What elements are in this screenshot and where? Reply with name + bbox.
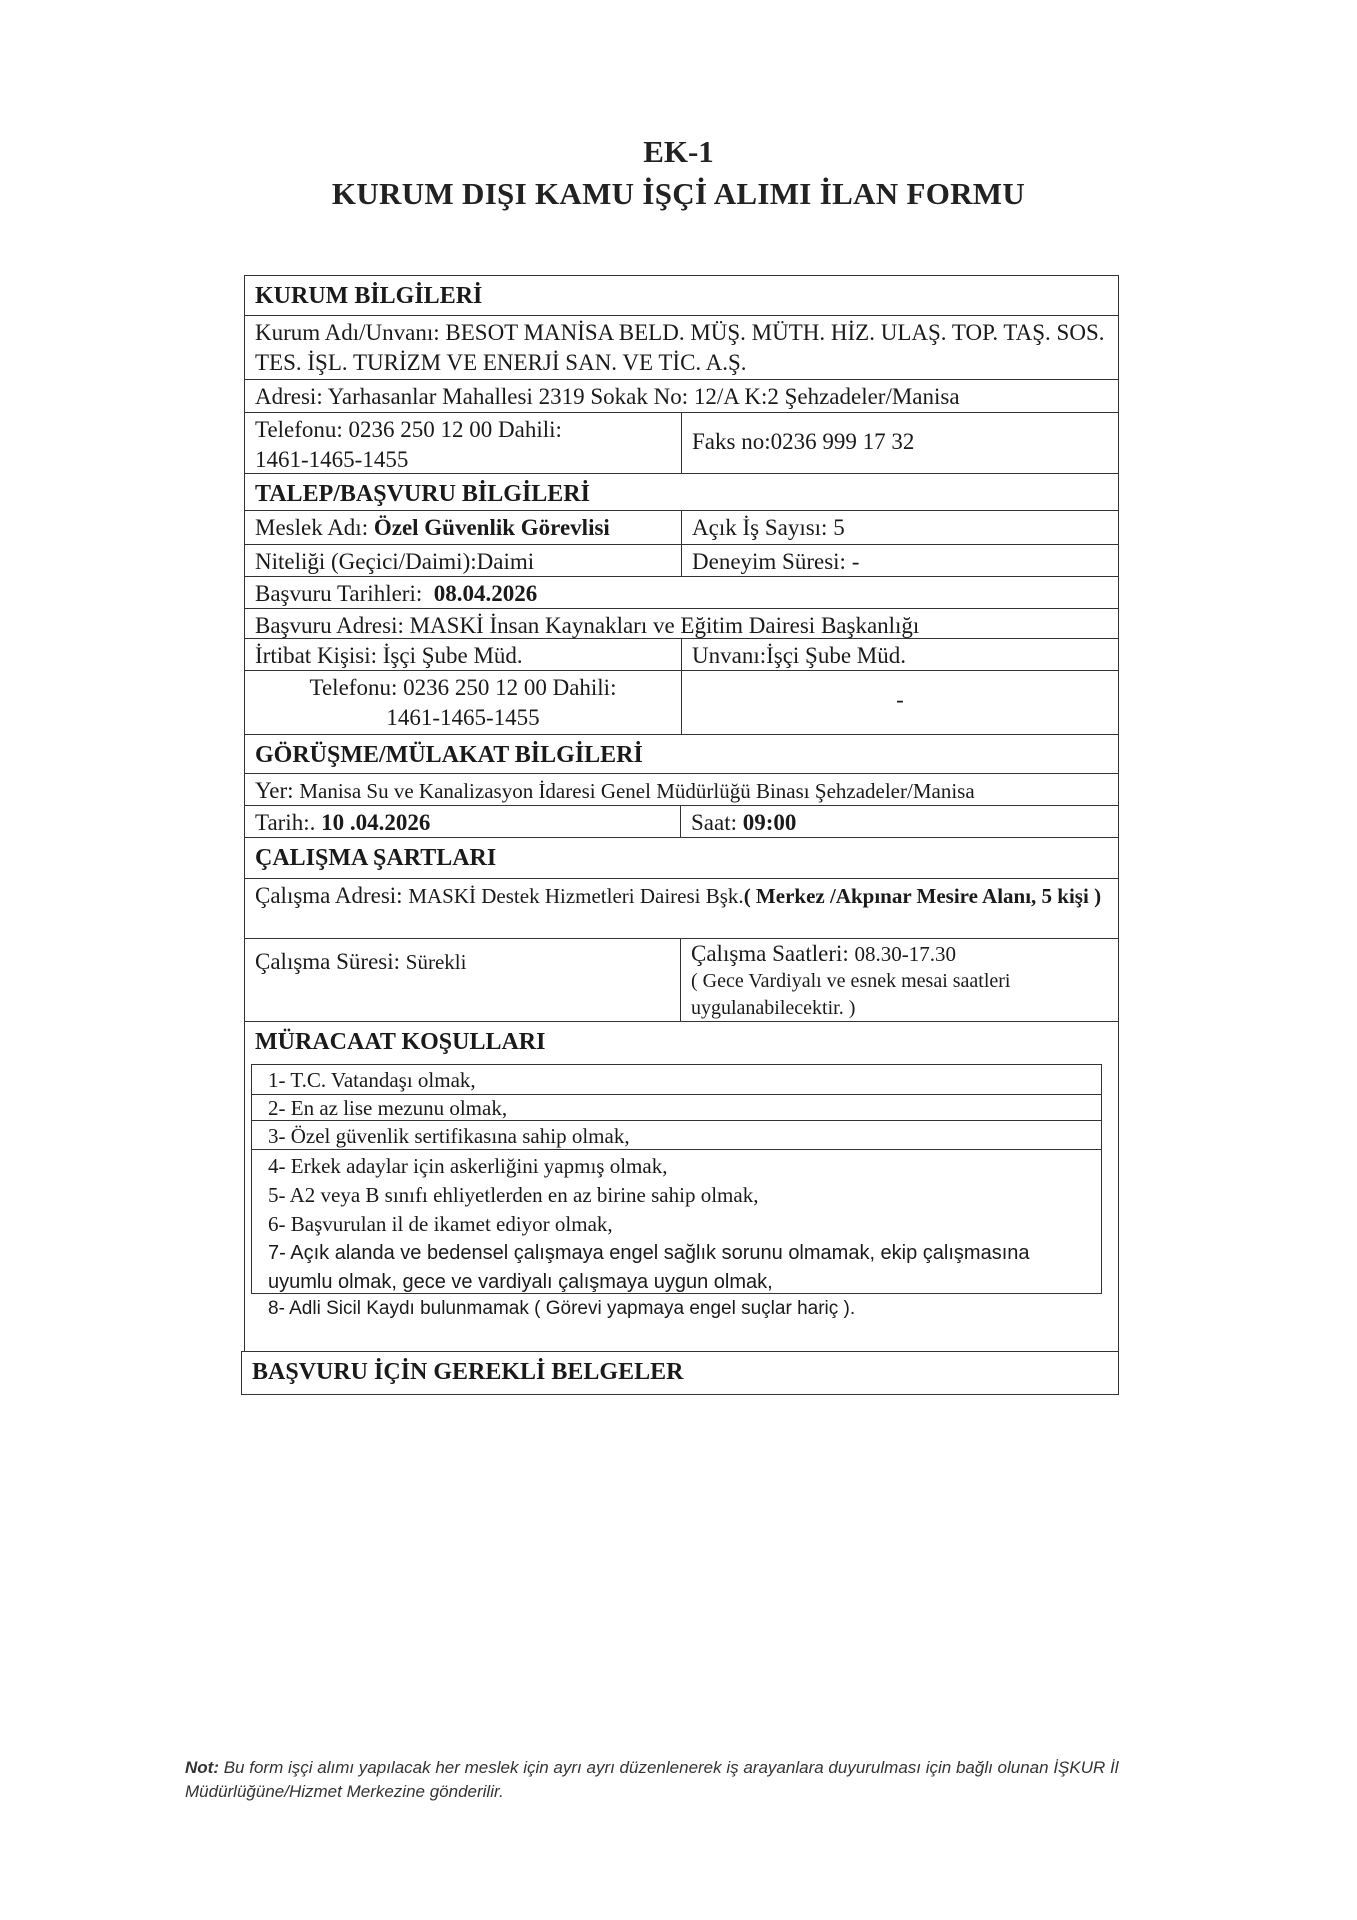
- note: ( Gece Vardiyalı ve esnek mesai saatleri uygulanabilecektir. ): [691, 970, 1011, 1019]
- label: Tarih:.: [255, 810, 316, 835]
- section-belgeler-header: BAŞVURU İÇİN GEREKLİ BELGELER: [241, 1351, 1119, 1395]
- section-muracaat-header: MÜRACAAT KOŞULLARI: [255, 1029, 546, 1055]
- kurum-fax: Faks no:0236 999 17 32: [681, 412, 1119, 474]
- phone-ext: 1461-1465-1455: [386, 705, 540, 730]
- value: 09:00: [742, 810, 797, 835]
- label: Çalışma Adresi:: [255, 883, 403, 908]
- label: Saat:: [691, 810, 737, 835]
- niteligi: Niteliği (Geçici/Daimi):Daimi: [244, 544, 682, 577]
- condition-item: 1- T.C. Vatandaşı olmak,: [251, 1064, 1102, 1095]
- footer-note: [185, 1756, 1175, 1804]
- acik-is-sayisi: Açık İş Sayısı: 5: [681, 510, 1119, 545]
- unvan: Unvanı:İşçi Şube Müd.: [681, 638, 1119, 671]
- phone-line: Telefonu: 0236 250 12 00 Dahili:: [309, 675, 617, 700]
- kurum-address: Adresi: Yarhasanlar Mahallesi 2319 Sokak No: 12/A K:2 Şehzadeler/Manisa: [244, 379, 1119, 413]
- condition-item: 3- Özel güvenlik sertifikasına sahip olmak,: [251, 1120, 1102, 1150]
- talep-phone: [244, 670, 682, 735]
- section-calisma-header: ÇALIŞMA ŞARTLARI: [244, 837, 1119, 879]
- annex-label: EK-1: [643, 134, 714, 169]
- calisma-saatleri: [680, 938, 1119, 1022]
- calisma-suresi: [244, 938, 681, 1022]
- label: Yer:: [255, 778, 294, 803]
- section-kurum-header: KURUM BİLGİLERİ: [244, 275, 1119, 316]
- section-gorusme-header: GÖRÜŞME/MÜLAKAT BİLGİLERİ: [244, 734, 1119, 774]
- section-talep-header: TALEP/BAŞVURU BİLGİLERİ: [244, 473, 1119, 511]
- value: 08.30-17.30: [854, 942, 957, 966]
- deneyim: Deneyim Süresi: -: [681, 544, 1119, 577]
- phone-ext: 1461-1465-1455: [255, 447, 409, 472]
- calisma-adresi: [244, 878, 1119, 939]
- condition-item: 4- Erkek adaylar için askerliğini yapmış olmak,: [268, 1154, 668, 1178]
- label: Meslek Adı:: [255, 515, 369, 540]
- basvuru-tarihleri: [244, 576, 1119, 609]
- value: Manisa Su ve Kanalizasyon İdaresi Genel Müdürlüğü Binası Şehzadeler/Manisa: [299, 779, 975, 803]
- phone-line: Telefonu: 0236 250 12 00 Dahili:: [255, 417, 562, 442]
- label: Çalışma Saatleri:: [691, 941, 849, 966]
- kurum-name: [244, 315, 1119, 380]
- irtibat-kisisi: İrtibat Kişisi: İşçi Şube Müd.: [244, 638, 682, 671]
- label: Çalışma Süresi:: [255, 949, 401, 974]
- condition-item: 6- Başvurulan il de ikamet ediyor olmak,: [268, 1212, 613, 1236]
- basvuru-adresi: Başvuru Adresi: MASKİ İnsan Kaynakları ve Eğitim Dairesi Başkanlığı: [244, 608, 1119, 639]
- value: Sürekli: [405, 950, 467, 974]
- condition-group: [251, 1149, 1102, 1294]
- value: BESOT MANİSA BELD. MÜŞ. MÜTH. HİZ. ULAŞ. TOP. TAŞ. SOS. TES. İŞL. TURİZM VE ENERJİ SAN. VE TİC. A.Ş.: [255, 320, 1105, 375]
- label: Başvuru Tarihleri:: [255, 581, 423, 606]
- gorusme-tarih: [244, 805, 681, 838]
- value: Özel Güvenlik Görevlisi: [373, 515, 610, 540]
- gorusme-yer: [244, 773, 1119, 806]
- value: 08.04.2026: [433, 581, 538, 606]
- meslek: [244, 510, 682, 545]
- condition-item: 2- En az lise mezunu olmak,: [251, 1094, 1102, 1121]
- gorusme-saat: [680, 805, 1119, 838]
- form-title: KURUM DIŞI KAMU İŞÇİ ALIMI İLAN FORMU: [331, 176, 1026, 211]
- value-bold: ( Merkez /Akpınar Mesire Alanı, 5 kişi ): [743, 884, 1102, 908]
- value: 10 .04.2026: [321, 810, 431, 835]
- condition-item: 5- A2 veya B sınıfı ehliyetlerden en az birine sahip olmak,: [268, 1183, 759, 1207]
- kurum-phone: [244, 412, 682, 474]
- talep-phone-right: -: [681, 670, 1119, 735]
- note-label: Not:: [185, 1758, 219, 1777]
- condition-item: 7- Açık alanda ve bedensel çalışmaya engel sağlık sorunu olmamak, ekip çalışmasına uyumlu olmak, gece ve vardiyalı çalışmaya uygun olmak,: [268, 1242, 1030, 1293]
- value: MASKİ Destek Hizmetleri Dairesi Bşk.: [408, 884, 744, 908]
- condition-item: 8- Adli Sicil Kaydı bulunmamak ( Görevi yapmaya engel suçlar hariç ).: [268, 1298, 856, 1319]
- note-text: Bu form işçi alımı yapılacak her meslek için ayrı ayrı düzenlenerek iş arayanlara duyurulması için bağlı olunan İŞKUR İl Müdürlüğüne/Hizmet Merkezine gönderilir.: [185, 1758, 1119, 1801]
- label: Kurum Adı/Unvanı:: [255, 320, 440, 345]
